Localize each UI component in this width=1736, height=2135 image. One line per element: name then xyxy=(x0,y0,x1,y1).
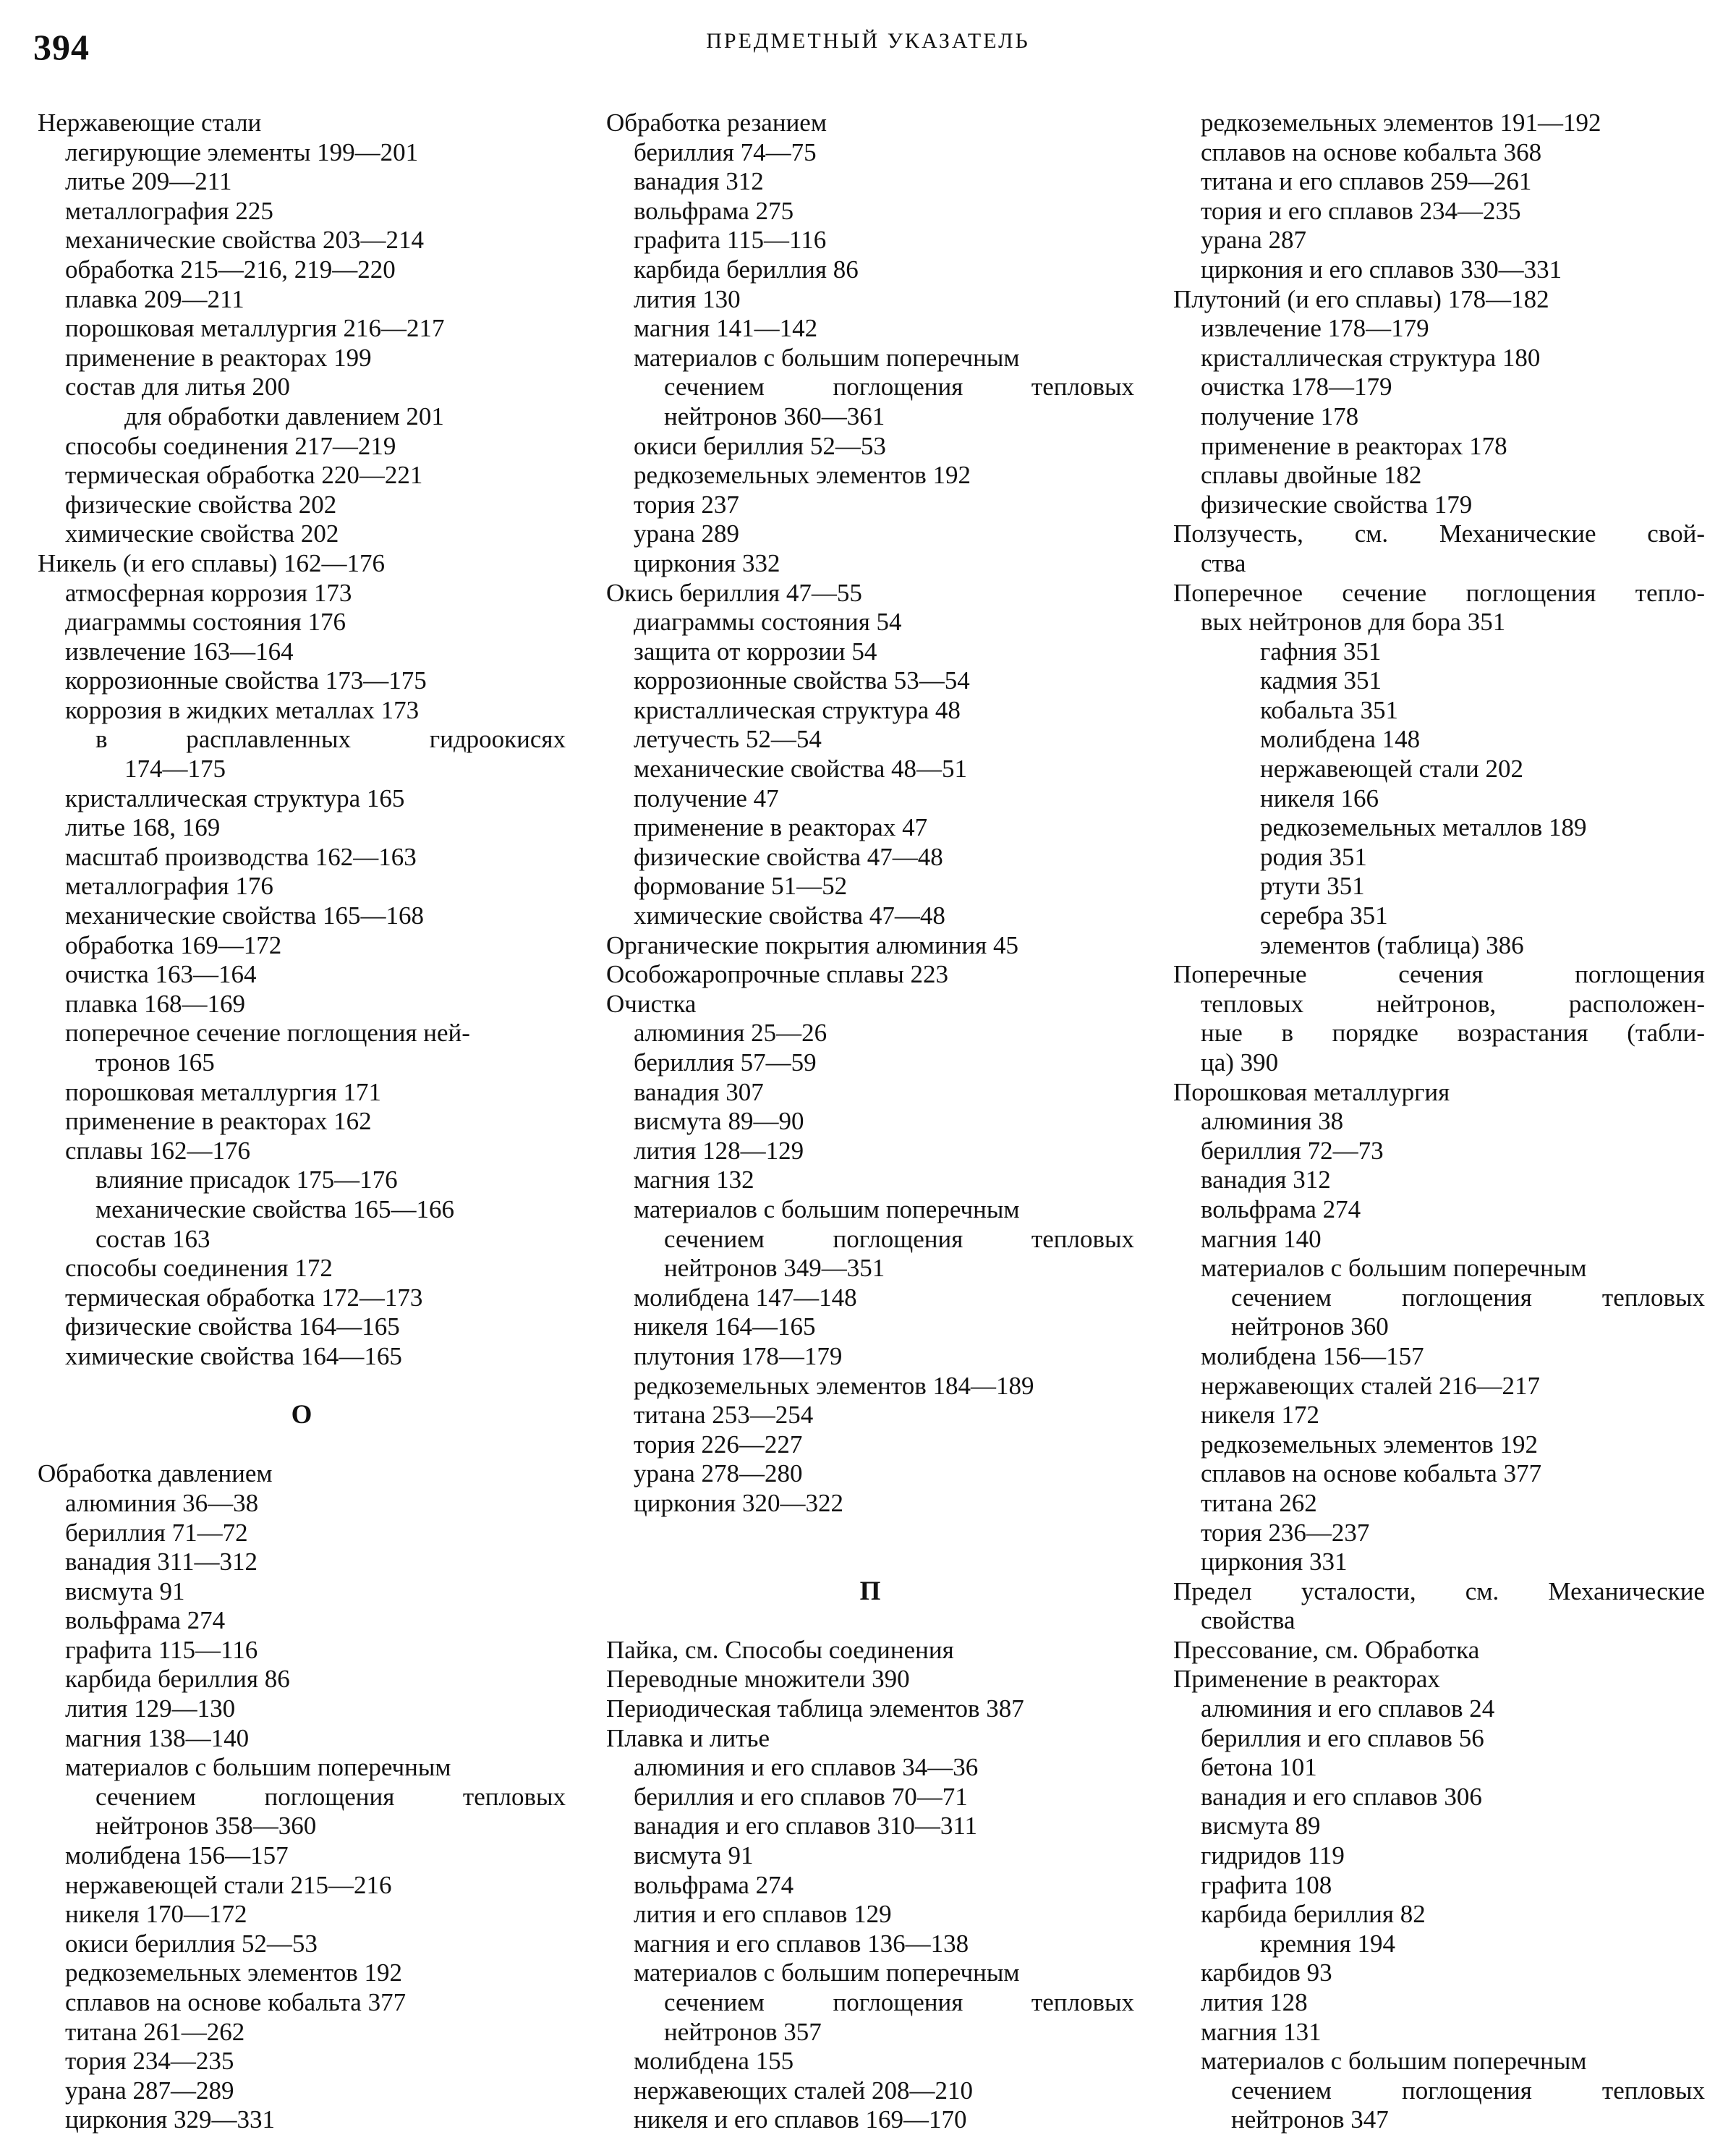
index-subsubentry: ртути 351 xyxy=(1260,872,1365,901)
index-subentry: бериллия 71—72 xyxy=(65,1518,248,1547)
index-subentry: кристаллическая структура 180 xyxy=(1201,343,1541,372)
index-subentry: металлография 176 xyxy=(65,872,273,901)
index-subentry: вольфрама 274 xyxy=(65,1606,226,1635)
index-subentry: обработка 169—172 xyxy=(65,930,282,959)
index-subentry: графита 115—116 xyxy=(65,1635,258,1664)
index-subentry: механические свойства 165—168 xyxy=(65,901,425,930)
index-heading: Поперечное сечение поглощения тепло- xyxy=(1173,578,1705,607)
index-subentry: висмута 91 xyxy=(634,1841,754,1870)
index-continuation: нейтронов 357 xyxy=(664,2017,822,2046)
index-subentry: вольфрама 275 xyxy=(634,196,794,225)
index-subentry: гидридов 119 xyxy=(1201,1841,1345,1870)
index-continuation: ства xyxy=(1201,548,1246,577)
index-subentry: никеля и его сплавов 169—170 xyxy=(634,2105,967,2134)
index-subentry: ванадия 312 xyxy=(634,167,764,196)
index-heading: Поперечные сечения поглощения xyxy=(1173,960,1705,989)
spacer xyxy=(606,1606,1134,1636)
index-subentry: поперечное сечение поглощения ней- xyxy=(65,1019,470,1048)
index-heading: Плавка и литье xyxy=(606,1723,770,1752)
index-subentry: нержавеющих сталей 216—217 xyxy=(1201,1371,1540,1400)
index-subentry: металлография 225 xyxy=(65,196,273,225)
index-subentry: материалов с большим поперечным xyxy=(1201,1254,1587,1283)
index-subentry: нержавеющих сталей 208—210 xyxy=(634,2076,973,2105)
index-subentry: редкоземельных элементов 192 xyxy=(634,461,971,490)
index-continuation: нейтронов 360—361 xyxy=(664,402,885,430)
index-subentry: бетона 101 xyxy=(1201,1753,1317,1782)
index-subentry: диаграммы состояния 54 xyxy=(634,608,902,637)
index-subentry: применение в реакторах 162 xyxy=(65,1107,372,1136)
index-continuation: тронов 165 xyxy=(95,1048,215,1077)
index-subentry: урана 287 xyxy=(1201,226,1307,255)
index-subsubentry: кремния 194 xyxy=(1260,1929,1395,1958)
index-subentry: титана 253—254 xyxy=(634,1401,814,1430)
index-subentry: ванадия 307 xyxy=(634,1077,764,1106)
index-subentry: вольфрама 274 xyxy=(634,1870,794,1899)
index-continuation: нейтронов 347 xyxy=(1231,2105,1389,2134)
index-subsubentry: в расплавленных гидроокисях xyxy=(95,725,566,754)
index-subentry: извлечение 163—164 xyxy=(65,637,294,666)
index-continuation: ные в порядке возрастания (табли- xyxy=(1201,1019,1705,1048)
index-subentry: применение в реакторах 47 xyxy=(634,813,928,842)
index-subentry: ванадия 311—312 xyxy=(65,1548,258,1576)
index-subentry: редкоземельных элементов 184—189 xyxy=(634,1371,1034,1400)
index-heading: Очистка xyxy=(606,989,697,1018)
index-subentry: тория 236—237 xyxy=(1201,1518,1370,1547)
index-continuation: сечением поглощения тепловых xyxy=(95,1782,566,1811)
index-subentry: окиси бериллия 52—53 xyxy=(65,1929,318,1958)
index-subentry: титана и его сплавов 259—261 xyxy=(1201,167,1532,196)
index-subentry: материалов с большим поперечным xyxy=(65,1753,451,1782)
index-subentry: урана 278—280 xyxy=(634,1459,803,1488)
index-continuation: тепловых нейтронов, расположен- xyxy=(1201,989,1705,1018)
index-subentry: редкоземельных элементов 192 xyxy=(65,1958,402,1987)
index-continuation: сечением поглощения тепловых xyxy=(1231,2076,1705,2105)
index-subentry: плавка 209—211 xyxy=(65,284,244,313)
index-subentry: тория 237 xyxy=(634,490,739,519)
index-subentry: урана 289 xyxy=(634,519,740,548)
index-heading: Прессование, см. Обработка xyxy=(1173,1635,1480,1664)
index-subentry: молибдена 155 xyxy=(634,2047,794,2076)
index-subentry: молибдена 156—157 xyxy=(1201,1341,1424,1370)
index-column-1 xyxy=(38,109,566,2135)
index-subentry: материалов с большим поперечным xyxy=(634,343,1020,372)
index-continuation: нейтронов 358—360 xyxy=(95,1812,317,1841)
index-subentry: бериллия 57—59 xyxy=(634,1048,817,1077)
index-subentry: плавка 168—169 xyxy=(65,989,246,1018)
index-subentry: получение 47 xyxy=(634,784,779,812)
index-subentry: физические свойства 202 xyxy=(65,490,337,519)
index-subentry: висмута 89 xyxy=(1201,1812,1321,1841)
index-subentry: материалов с большим поперечным xyxy=(1201,2047,1587,2076)
index-subsubentry: молибдена 148 xyxy=(1260,725,1421,754)
index-subsubentry: для обработки давлением 201 xyxy=(124,402,444,430)
index-heading: Нержавеющие стали xyxy=(38,109,262,137)
index-heading: Ползучесть, см. Механические свой- xyxy=(1173,519,1705,548)
index-heading: Порошковая металлургия xyxy=(1173,1077,1450,1106)
index-subentry: карбида бериллия 86 xyxy=(634,255,859,284)
index-continuation: сечением поглощения тепловых xyxy=(664,373,1134,402)
index-heading: Периодическая таблица элементов 387 xyxy=(606,1694,1024,1723)
index-subsubentry: нержавеющей стали 202 xyxy=(1260,755,1523,784)
index-heading: Применение в реакторах xyxy=(1173,1665,1440,1694)
index-continuation: нейтронов 349—351 xyxy=(664,1254,885,1283)
index-heading: Никель (и его сплавы) 162—176 xyxy=(38,548,385,577)
index-subentry: циркония 320—322 xyxy=(634,1488,843,1517)
index-subentry: алюминия 36—38 xyxy=(65,1488,259,1517)
index-subentry: порошковая металлургия 171 xyxy=(65,1077,381,1106)
index-subsubentry: кадмия 351 xyxy=(1260,666,1382,695)
index-subsubentry: влияние присадок 175—176 xyxy=(95,1166,398,1194)
index-subentry: физические свойства 179 xyxy=(1201,490,1473,519)
index-heading: Пайка, см. Способы соединения xyxy=(606,1635,954,1664)
index-continuation: вых нейтронов для бора 351 xyxy=(1201,608,1506,637)
index-subsubentry: родия 351 xyxy=(1260,842,1367,871)
index-subentry: висмута 91 xyxy=(65,1576,185,1605)
index-subentry: ванадия 312 xyxy=(1201,1166,1331,1194)
index-subentry: химические свойства 202 xyxy=(65,519,339,548)
index-subentry: ванадия и его сплавов 310—311 xyxy=(634,1812,978,1841)
index-subentry: бериллия и его сплавов 70—71 xyxy=(634,1782,968,1811)
index-subsubentry: кобальта 351 xyxy=(1260,695,1398,724)
spacer xyxy=(38,1372,566,1401)
index-heading: Переводные множители 390 xyxy=(606,1665,910,1694)
index-subentry: физические свойства 47—48 xyxy=(634,842,943,871)
running-title: ПРЕДМЕТНЫЙ УКАЗАТЕЛЬ xyxy=(706,29,1030,53)
page-number: 394 xyxy=(33,27,90,67)
index-subentry: графита 115—116 xyxy=(634,226,827,255)
index-subentry: урана 287—289 xyxy=(65,2076,234,2105)
index-subentry: алюминия и его сплавов 24 xyxy=(1201,1694,1495,1723)
index-subentry: кристаллическая структура 165 xyxy=(65,784,405,812)
index-subentry: редкоземельных элементов 191—192 xyxy=(1201,109,1601,137)
index-heading: Органические покрытия алюминия 45 xyxy=(606,930,1018,959)
index-continuation: сечением поглощения тепловых xyxy=(664,1224,1134,1253)
index-subentry: лития и его сплавов 129 xyxy=(634,1900,892,1929)
index-subentry: магния 131 xyxy=(1201,2017,1322,2046)
index-subentry: окиси бериллия 52—53 xyxy=(634,431,886,460)
index-subentry: механические свойства 48—51 xyxy=(634,755,968,784)
index-subentry: очистка 163—164 xyxy=(65,960,257,989)
index-subentry: коррозия в жидких металлах 173 xyxy=(65,695,420,724)
index-subentry: состав для литья 200 xyxy=(65,373,290,402)
index-continuation: сечением поглощения тепловых xyxy=(1231,1283,1705,1312)
index-subentry: лития 130 xyxy=(634,284,741,313)
index-subentry: сплавы двойные 182 xyxy=(1201,461,1422,490)
index-subentry: вольфрама 274 xyxy=(1201,1194,1361,1223)
index-subentry: способы соединения 172 xyxy=(65,1254,333,1283)
index-subentry: литье 209—211 xyxy=(65,167,232,196)
index-continuation: ца) 390 xyxy=(1201,1048,1279,1077)
index-subentry: защита от коррозии 54 xyxy=(634,637,877,666)
index-heading: Особожаропрочные сплавы 223 xyxy=(606,960,948,989)
index-subsubentry: гафния 351 xyxy=(1260,637,1382,666)
index-subsubentry: редкоземельных металлов 189 xyxy=(1260,813,1587,842)
index-subentry: порошковая металлургия 216—217 xyxy=(65,314,445,343)
index-subentry: физические свойства 164—165 xyxy=(65,1312,400,1341)
index-subentry: тория 234—235 xyxy=(65,2047,234,2076)
index-subentry: атмосферная коррозия 173 xyxy=(65,578,352,607)
index-subentry: никеля 164—165 xyxy=(634,1312,816,1341)
index-subentry: никеля 170—172 xyxy=(65,1900,247,1929)
index-subentry: циркония 331 xyxy=(1201,1548,1348,1576)
index-subentry: нержавеющей стали 215—216 xyxy=(65,1870,392,1899)
index-heading: Обработка давлением xyxy=(38,1459,273,1488)
index-subsubentry: состав 163 xyxy=(95,1224,210,1253)
index-subentry: карбида бериллия 82 xyxy=(1201,1900,1426,1929)
index-subentry: материалов с большим поперечным xyxy=(634,1194,1020,1223)
index-subentry: алюминия и его сплавов 34—36 xyxy=(634,1753,979,1782)
index-subsubentry: серебра 351 xyxy=(1260,901,1388,930)
index-subentry: плутония 178—179 xyxy=(634,1341,843,1370)
index-subentry: бериллия и его сплавов 56 xyxy=(1201,1723,1484,1752)
index-subentry: сплавов на основе кобальта 377 xyxy=(65,1988,407,2016)
index-subentry: очистка 178—179 xyxy=(1201,373,1392,402)
index-subsubentry: элементов (таблица) 386 xyxy=(1260,930,1524,959)
index-subentry: летучесть 52—54 xyxy=(634,725,822,754)
index-continuation: сечением поглощения тепловых xyxy=(664,1988,1134,2016)
index-subentry: бериллия 72—73 xyxy=(1201,1136,1384,1165)
index-subentry: магния 141—142 xyxy=(634,314,818,343)
index-subsubentry: механические свойства 165—166 xyxy=(95,1194,455,1223)
index-subentry: тория и его сплавов 234—235 xyxy=(1201,196,1521,225)
index-subentry: лития 128 xyxy=(1201,1988,1308,2016)
index-subentry: ванадия и его сплавов 306 xyxy=(1201,1782,1482,1811)
index-heading: Окись бериллия 47—55 xyxy=(606,578,862,607)
index-subentry: циркония 332 xyxy=(634,548,780,577)
index-column-2 xyxy=(606,109,1134,2135)
index-subentry: литье 168, 169 xyxy=(65,813,221,842)
index-subentry: никеля 172 xyxy=(1201,1401,1319,1430)
index-subentry: магния 138—140 xyxy=(65,1723,250,1752)
section-letter-o: О xyxy=(291,1400,312,1430)
spacer xyxy=(606,1548,1134,1577)
index-subentry: применение в реакторах 178 xyxy=(1201,431,1507,460)
index-subentry: химические свойства 47—48 xyxy=(634,901,945,930)
index-subentry: механические свойства 203—214 xyxy=(65,226,425,255)
index-subentry: титана 262 xyxy=(1201,1488,1317,1517)
index-subentry: коррозионные свойства 173—175 xyxy=(65,666,427,695)
index-column-3 xyxy=(1173,109,1705,2135)
index-subentry: циркония и его сплавов 330—331 xyxy=(1201,255,1562,284)
index-subentry: висмута 89—90 xyxy=(634,1107,804,1136)
index-subentry: кристаллическая структура 48 xyxy=(634,695,961,724)
index-subentry: карбида бериллия 86 xyxy=(65,1665,290,1694)
index-subentry: легирующие элементы 199—201 xyxy=(65,137,419,166)
spacer xyxy=(606,1519,1134,1548)
index-subentry: молибдена 156—157 xyxy=(65,1841,289,1870)
index-subentry: алюминия 38 xyxy=(1201,1107,1344,1136)
index-subentry: циркония 329—331 xyxy=(65,2105,275,2134)
index-subentry: бериллия 74—75 xyxy=(634,137,817,166)
index-subentry: алюминия 25—26 xyxy=(634,1019,827,1048)
index-subentry: химические свойства 164—165 xyxy=(65,1341,402,1370)
index-subentry: сплавов на основе кобальта 368 xyxy=(1201,137,1542,166)
index-subentry: сплавы 162—176 xyxy=(65,1136,251,1165)
index-continuation: 174—175 xyxy=(124,755,226,784)
index-subentry: графита 108 xyxy=(1201,1870,1332,1899)
index-subentry: применение в реакторах 199 xyxy=(65,343,372,372)
index-subentry: сплавов на основе кобальта 377 xyxy=(1201,1459,1542,1488)
index-subentry: лития 129—130 xyxy=(65,1694,236,1723)
section-letter-p: П xyxy=(859,1576,881,1606)
index-heading: Обработка резанием xyxy=(606,109,827,137)
index-subentry: магния 132 xyxy=(634,1166,754,1194)
index-subentry: материалов с большим поперечным xyxy=(634,1958,1020,1987)
index-subentry: магния 140 xyxy=(1201,1224,1322,1253)
index-subentry: магния и его сплавов 136—138 xyxy=(634,1929,969,1958)
index-continuation: нейтронов 360 xyxy=(1231,1312,1389,1341)
index-subentry: лития 128—129 xyxy=(634,1136,804,1165)
index-heading: Плутоний (и его сплавы) 178—182 xyxy=(1173,284,1549,313)
index-subentry: тория 226—227 xyxy=(634,1430,803,1459)
index-subentry: титана 261—262 xyxy=(65,2017,245,2046)
index-heading: Предел усталости, см. Механические xyxy=(1173,1576,1705,1605)
index-subentry: диаграммы состояния 176 xyxy=(65,608,346,637)
index-subentry: коррозионные свойства 53—54 xyxy=(634,666,970,695)
index-subentry: термическая обработка 220—221 xyxy=(65,461,423,490)
index-subentry: извлечение 178—179 xyxy=(1201,314,1429,343)
spacer xyxy=(38,1430,566,1460)
index-subsubentry: никеля 166 xyxy=(1260,784,1379,812)
index-subentry: молибдена 147—148 xyxy=(634,1283,857,1312)
index-subentry: обработка 215—216, 219—220 xyxy=(65,255,396,284)
index-subentry: редкоземельных элементов 192 xyxy=(1201,1430,1538,1459)
index-subentry: термическая обработка 172—173 xyxy=(65,1283,423,1312)
index-subentry: способы соединения 217—219 xyxy=(65,431,396,460)
index-subentry: формование 51—52 xyxy=(634,872,848,901)
index-continuation: свойства xyxy=(1201,1606,1295,1635)
index-subentry: получение 178 xyxy=(1201,402,1359,430)
index-subentry: карбидов 93 xyxy=(1201,1958,1332,1987)
index-subentry: масштаб производства 162—163 xyxy=(65,842,417,871)
